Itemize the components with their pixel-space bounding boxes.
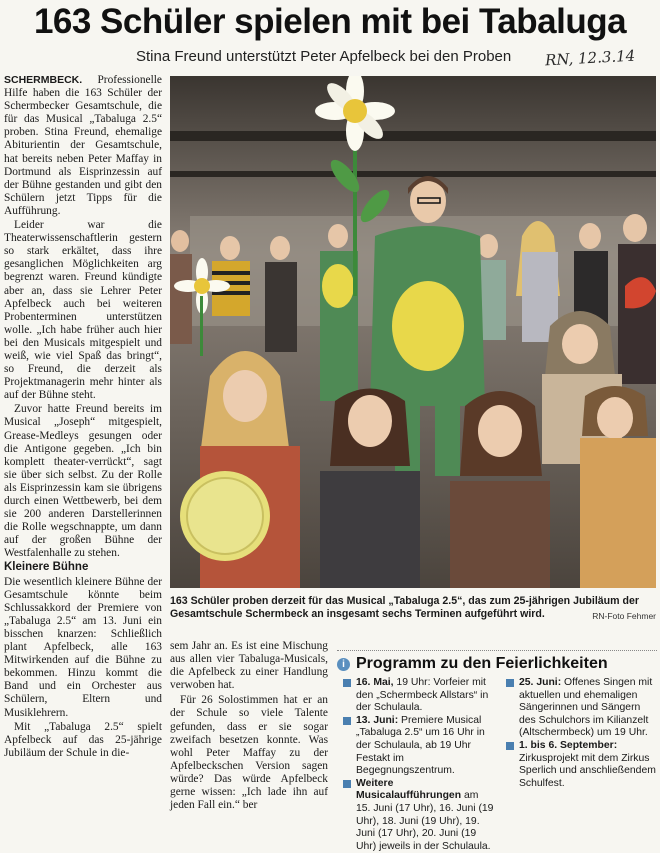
program-box-header [337,650,657,673]
program-event-list [343,677,657,853]
dateline: SCHERMBECK. [4,74,83,86]
photo-credit: RN-Foto Fehmer [592,611,656,621]
article-subheading: Kleinere Bühne [4,561,89,574]
article-paragraph: Mit „Tabaluga 2.5“ spielt Apfelbeck auf das 25-jährige Jubiläum der Schule in die- [4,720,162,759]
event-text: Premiere Musical „Tabaluga 2.5“ um 16 Uhr in der Schulaula, ab 19 Uhr Festakt im Begegnungszentrum. [356,714,485,777]
article-paragraph: Leider war die Theaterwissenschaftlerin gestern so stark erkältet, dass ihre gesanglichen Möglichkeiten arg begrenzt waren. Freund kündigte aber an, dass sie Lehrer Peter Apfelbeck auch bei weiteren Probenterminen unterstützen wolle. „Ich habe früher auch hier bei den Musicals mitgespielt und weiß, wie viel Spaß das bringt“, so Freund, die derzeit als Projektmanagerin mehr hinter als auf der Bühne steht. [4,219,162,402]
article-paragraph [4,74,162,218]
paragraph-text: Professionelle Hilfe haben die 163 Schüler der Schermbecker Gesamtschule, die für das Musical „Tabaluga 2.5“ proben. Stina Freund, ehemalige Abiturientin der Gesamtschule, hat bereits neben Peter Maffay in Dortmund als Eisprinzessin auf der Bühne gestanden und gibt den Schülern jetzt Tipps für die Aufführung. [4,74,162,217]
article-paragraph: Zuvor hatte Freund bereits im Musical „Joseph“ mitgespielt, Grease-Medleys gesungen oder die Antigone gegeben. „Ich bin komplett theater-verrückt“, sagt sie über sich selbst. Zu der Rolle als Eisprinzessin kam sie übrigens durch einen Wettbewerb, bei dem sie 200 anderen Darstellerinnen die Rolle wegschnappte, um dann auf der großen Bühne der Westfalenhalle zu stehen. [4,403,162,560]
article-paragraph: sem Jahr an. Es ist eine Mischung aus allen vier Tabaluga-Musicals, die Apfelbeck zu einer Handlung verwoben hat. [170,640,328,692]
program-event [343,715,494,778]
article-paragraph: Für 26 Solostimmen hat er an der Schule so viele Talente gefunden, dass er sie sogar zweifach besetzen konnte. Was wohl Peter Maffay zu der Apfelbeckschen Version sagen würde? Das würde Apfelbeck gerne wissen: „Ich lade ihn auf jeden Fall ein.“ ber [170,694,328,812]
article-paragraph: Die wesentlich kleinere Bühne der Gesamtschule könnte beim Schlussakkord der Premiere von „Tabaluga 2.5“ am 13. Juni ein bisschen knarzen: Schließlich plant Apfelbeck, alle 163 Mitwirkenden auf die Bühne zu bekommen. Hinzu kommt die Band und ein Orchester aus Schülern, Eltern und Musiklehrern. [4,575,162,719]
handwritten-date-note: RN, 12.3.14 [544,46,636,70]
program-event [506,677,657,740]
event-date: 13. Juni: [356,714,399,726]
event-date: 16. Mai, [356,677,394,688]
program-event [343,778,494,853]
event-date: 25. Juni: [519,677,562,688]
event-text: 19 Uhr: Vorfeier mit den „Schermbeck Allstars“ in der Schulaula. [356,677,489,714]
program-event [343,677,494,715]
article-headline: 163 Schüler spielen mit bei Tabaluga [33,2,627,41]
article-subheadline: Stina Freund unterstützt Peter Apfelbeck bei den Proben [136,48,512,65]
program-event [506,740,657,790]
event-date: 1. bis 6. September: [519,739,618,751]
rehearsal-photo [170,76,656,588]
article-column-left [4,74,162,761]
photo-illustration [170,76,656,588]
article-column-middle [170,640,328,814]
event-text: Zirkusprojekt mit dem Zirkus Sperlich und anschließendem Schulfest. [519,752,656,789]
info-icon: i [337,658,350,671]
photo-caption: 163 Schüler proben derzeit für das Musical „Tabaluga 2.5“, das zum 25-jährigen Jubiläum der Gesamtschule Schermbeck an insgesamt sechs Terminen aufgeführt wird. [170,595,640,620]
event-date: Weitere Musicalaufführungen [356,777,462,802]
event-text: am 15. Juni (17 Uhr), 16. Juni (19 Uhr), 18. Juni (19 Uhr), 19. Juni (17 Uhr), 20. Juni (19 Uhr) jeweils in der Schulaula. [356,790,494,852]
program-box-title: Programm zu den Feierlichkeiten [356,655,608,672]
event-text: Offenes Singen mit aktuellen und ehemaligen Sängerinnen und Sängern des Schulchors im Kilianzelt (Altschermbeck) um 19 Uhr. [519,677,653,739]
